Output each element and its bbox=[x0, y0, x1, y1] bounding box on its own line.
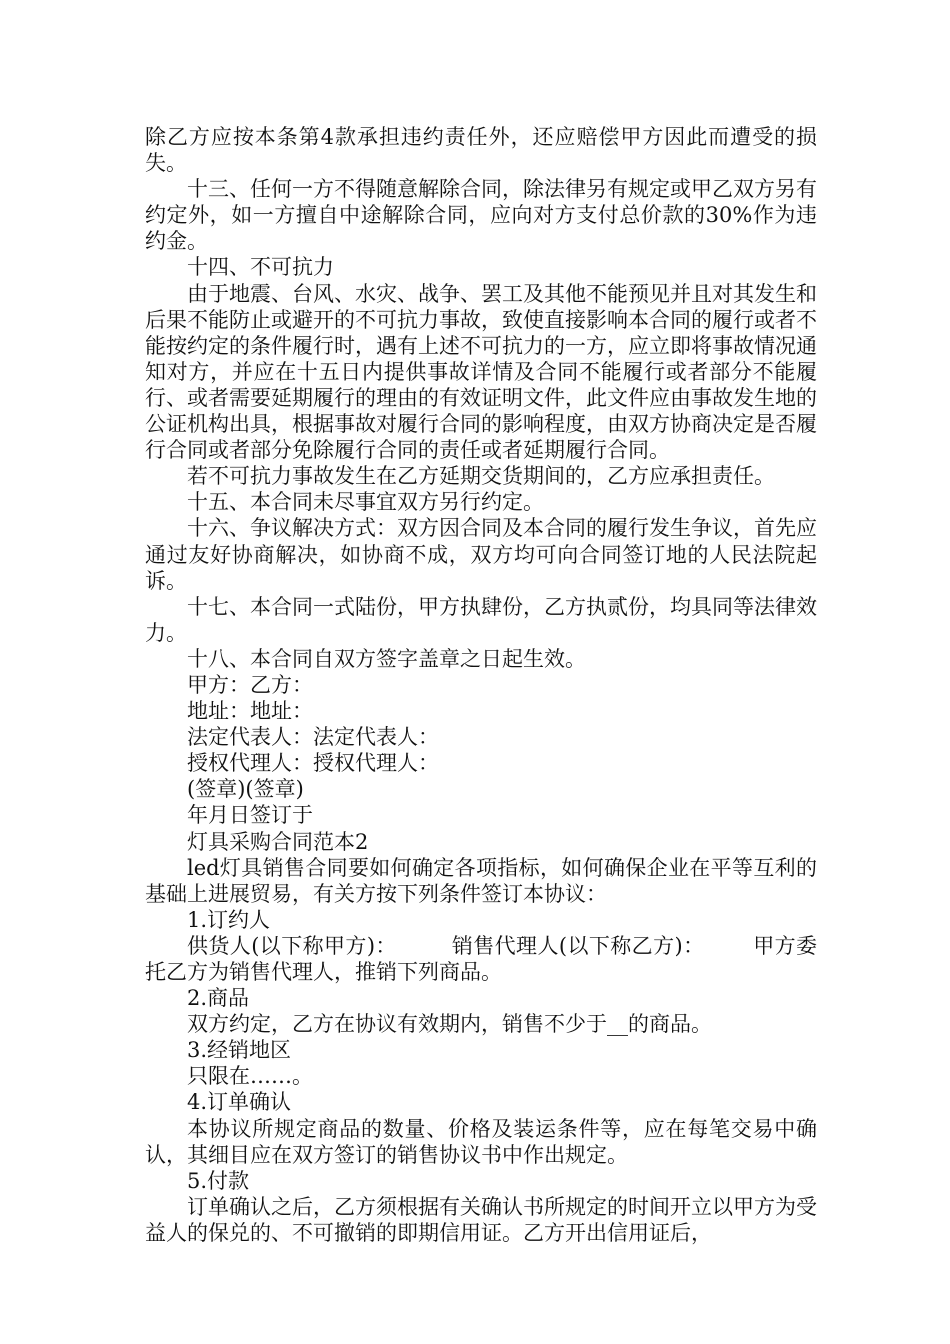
section-title: 灯具采购合同范本2 bbox=[187, 829, 369, 854]
item-1-heading: 1.订约人 bbox=[187, 907, 271, 932]
paragraph: 只限在……。 bbox=[187, 1064, 313, 1089]
parties-paragraph bbox=[145, 933, 817, 985]
document-body bbox=[145, 124, 817, 1246]
clause-13: 十三、任何一方不得随意解除合同，除法律另有规定或甲乙双方另有约定外，如一方擅自中途解除合同，应向对方支付总价款的30%作为违约金。 bbox=[145, 177, 817, 254]
clause-14-heading: 十四、不可抗力 bbox=[187, 255, 334, 280]
signature-party-line: 甲方：乙方： bbox=[187, 672, 313, 697]
item-3-heading: 3.经销地区 bbox=[187, 1038, 292, 1063]
paragraph: 除乙方应按本条第4款承担违约责任外，还应赔偿甲方因此而遭受的损失。 bbox=[145, 125, 817, 176]
paragraph: 订单确认之后，乙方须根据有关确认书所规定的时间开立以甲方为受益人的保兑的、不可撤销的即期信用证。乙方开出信用证后， bbox=[145, 1194, 817, 1245]
item-5-heading: 5.付款 bbox=[187, 1168, 250, 1193]
item-4-heading: 4.订单确认 bbox=[187, 1090, 292, 1115]
paragraph: 本协议所规定商品的数量、价格及装运条件等，应在每笔交易中确认，其细目应在双方签订的销售协议书中作出规定。 bbox=[145, 1116, 817, 1167]
item-2-heading: 2.商品 bbox=[187, 986, 250, 1011]
supplier-label: 供货人(以下称甲方)： bbox=[187, 933, 397, 958]
paragraph: 若不可抗力事故发生在乙方延期交货期间的，乙方应承担责任。 bbox=[187, 464, 775, 489]
signature-address-line: 地址：地址： bbox=[187, 699, 313, 724]
intro-paragraph: led灯具销售合同要如何确定各项指标，如何确保企业在平等互利的基础上进展贸易，有关方按下列条件签订本协议： bbox=[145, 855, 817, 906]
clause-18: 十八、本合同自双方签字盖章之日起生效。 bbox=[187, 646, 586, 671]
signature-seal-line: (签章)(签章) bbox=[187, 777, 304, 802]
signature-agent-line: 授权代理人：授权代理人： bbox=[187, 751, 439, 776]
clause-16: 十六、争议解决方式：双方因合同及本合同的履行发生争议，首先应通过友好协商解决，如协商不成，双方均可向合同签订地的人民法院起诉。 bbox=[145, 516, 817, 593]
paragraph: 双方约定，乙方在协议有效期内，销售不少于__的商品。 bbox=[187, 1012, 712, 1037]
clause-17: 十七、本合同一式陆份，甲方执肆份，乙方执贰份，均具同等法律效力。 bbox=[145, 594, 817, 645]
signature-legal-rep-line: 法定代表人：法定代表人： bbox=[187, 725, 439, 750]
parties-tail: 甲方委托乙方为销售代理人，推销下列商品。 bbox=[145, 933, 818, 984]
clause-15: 十五、本合同未尽事宜双方另行约定。 bbox=[187, 490, 544, 515]
signature-date-line: 年月日签订于 bbox=[187, 803, 313, 828]
force-majeure-paragraph: 由于地震、台风、水灾、战争、罢工及其他不能预见并且对其发生和后果不能防止或避开的不可抗力事故，致使直接影响本合同的履行或者不能按约定的条件履行时，遇有上述不可抗力的一方，应立即将事故情况通知对方，并应在十五日内提供事故详情及合同不能履行或者部分不能履行、或者需要延期履行的理由的有效证明文件，此文件应由事故发生地的公证机构出具，根据事故对履行合同的影响程度，由双方协商决定是否履行合同或者部分免除履行合同的责任或者延期履行合同。 bbox=[145, 281, 817, 463]
agent-label: 销售代理人(以下称乙方)： bbox=[451, 933, 705, 958]
